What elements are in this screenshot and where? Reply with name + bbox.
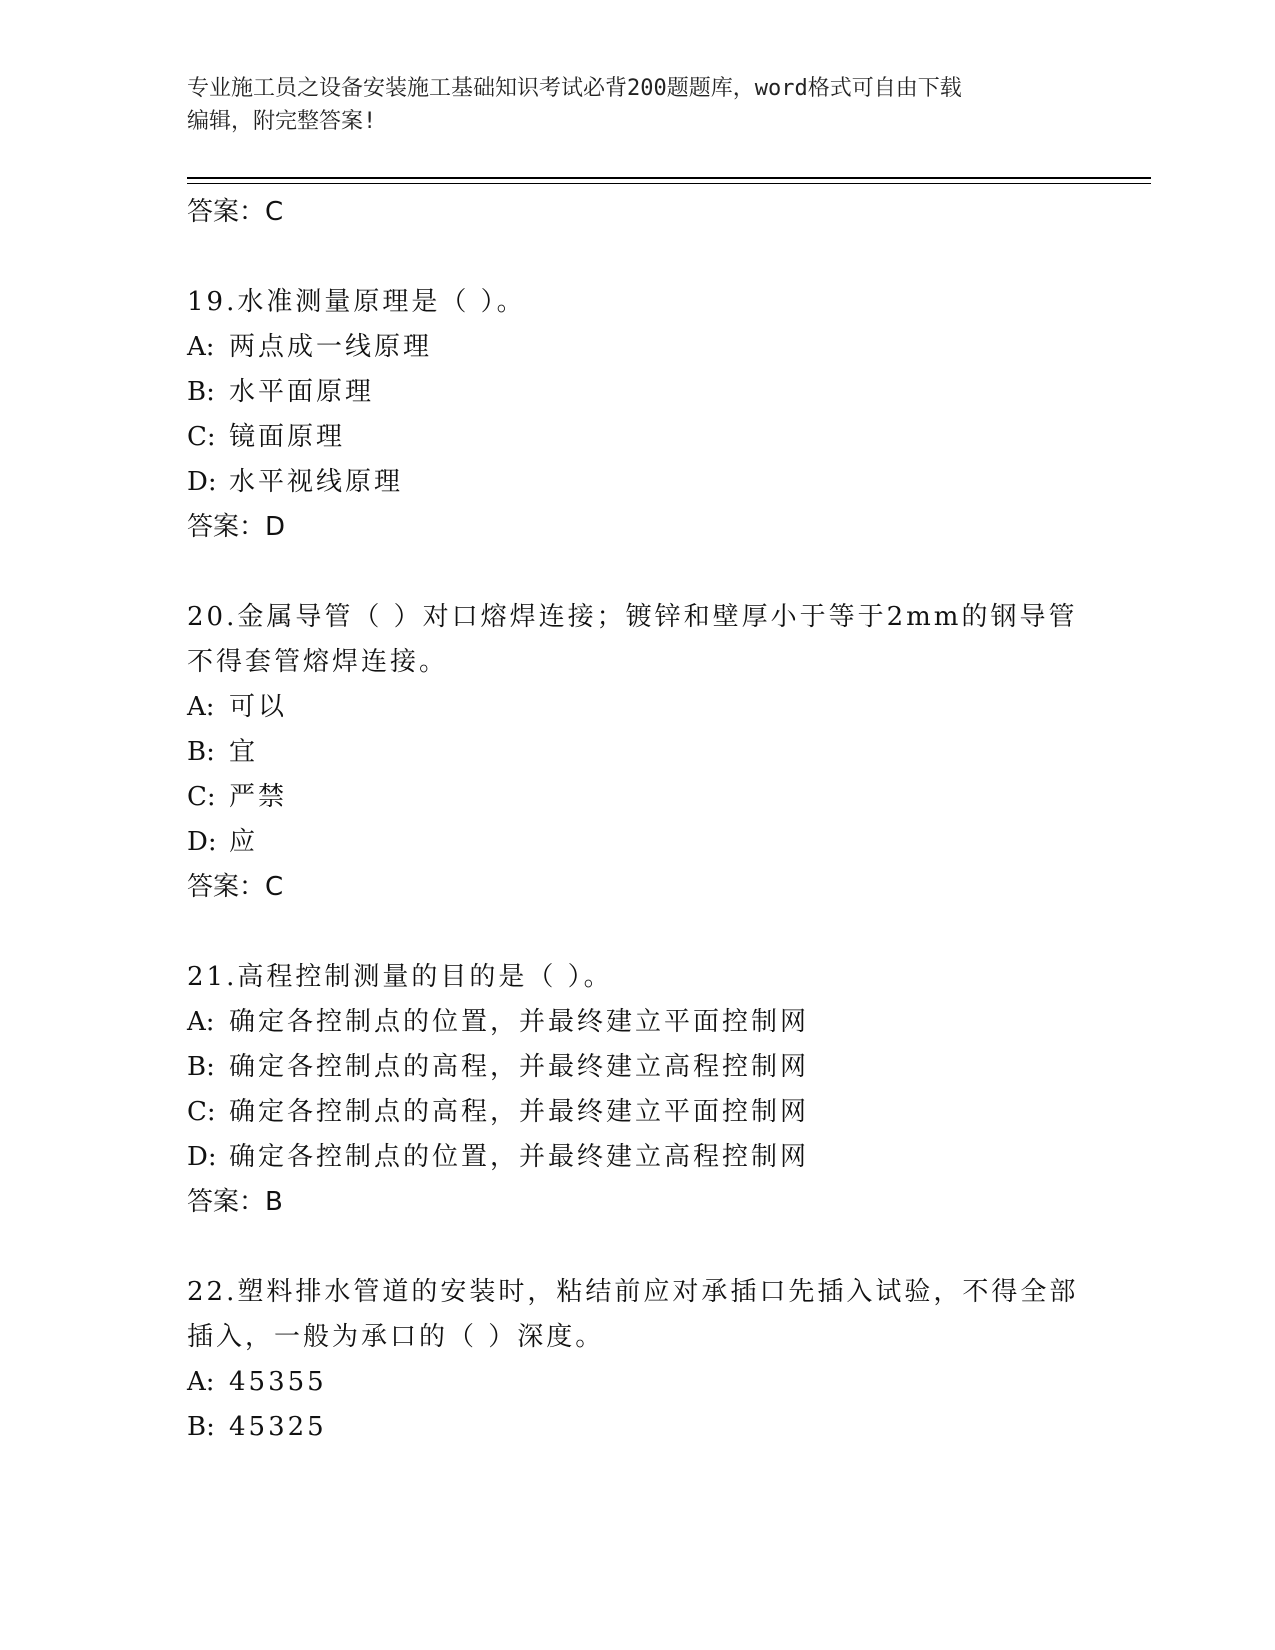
option-text: 水平视线原理 [229, 467, 404, 497]
option-letter: A: [187, 332, 215, 362]
question-stem-line: 19.水准测量原理是（ ）。 [187, 287, 526, 317]
question-stem-line: 21.高程控制测量的目的是（ ）。 [187, 962, 613, 992]
answer-line: 答案：C [187, 197, 284, 227]
answer-line: 答案：D [187, 512, 286, 542]
question-block [187, 595, 1087, 910]
question-block [187, 280, 1087, 550]
option-letter: C: [187, 782, 216, 812]
answer-option [187, 325, 1087, 370]
option-letter: D: [187, 467, 217, 497]
answer-option [187, 1135, 1087, 1180]
option-letter: B: [187, 1052, 215, 1082]
question-stem-line: 20.金属导管（ ）对口熔焊连接；镀锌和壁厚小于等于2mm的钢导管 [187, 602, 1078, 632]
option-text: 45355 [229, 1367, 327, 1397]
option-letter: D: [187, 827, 217, 857]
answer-option [187, 1405, 1087, 1450]
question-stem-line: 22.塑料排水管道的安装时，粘结前应对承插口先插入试验，不得全部 [187, 1277, 1079, 1307]
header-line-1: 专业施工员之设备安装施工基础知识考试必背200题题库，word格式可自由下载 [187, 76, 962, 101]
question-stem-line: 插入，一般为承口的（ ）深度。 [187, 1322, 605, 1352]
option-letter: A: [187, 692, 215, 722]
answer-option [187, 415, 1087, 460]
option-text: 镜面原理 [229, 422, 346, 452]
option-letter: C: [187, 1097, 216, 1127]
answer-option [187, 1360, 1087, 1405]
question-block [187, 955, 1087, 1225]
option-letter: B: [187, 737, 215, 767]
answer-line: 答案：B [187, 1187, 283, 1217]
answer-option [187, 1090, 1087, 1135]
answer-option [187, 370, 1087, 415]
option-text: 确定各控制点的位置，并最终建立高程控制网 [229, 1142, 810, 1172]
option-text: 宜 [229, 737, 259, 767]
answer-option [187, 460, 1087, 505]
option-text: 严禁 [229, 782, 288, 812]
option-text: 水平面原理 [229, 377, 375, 407]
answer-option [187, 820, 1087, 865]
option-letter: D: [187, 1142, 217, 1172]
option-text: 可以 [229, 692, 288, 722]
option-letter: A: [187, 1007, 215, 1037]
answer-line: 答案：C [187, 872, 284, 902]
option-letter: B: [187, 1412, 215, 1442]
option-letter: B: [187, 377, 215, 407]
option-text: 确定各控制点的高程，并最终建立平面控制网 [229, 1097, 810, 1127]
option-text: 确定各控制点的高程，并最终建立高程控制网 [229, 1052, 810, 1082]
question-list [187, 190, 1087, 1450]
option-text: 两点成一线原理 [229, 332, 433, 362]
answer-option [187, 1000, 1087, 1045]
option-text: 确定各控制点的位置，并最终建立平面控制网 [229, 1007, 810, 1037]
answer-option [187, 730, 1087, 775]
answer-option [187, 685, 1087, 730]
document-header [187, 72, 1087, 138]
option-letter: C: [187, 422, 216, 452]
answer-option [187, 775, 1087, 820]
answer-option [187, 1045, 1087, 1090]
question-block [187, 1270, 1087, 1450]
option-text: 45325 [229, 1412, 327, 1442]
header-line-2: 编辑，附完整答案! [187, 109, 377, 134]
question-stem-line: 不得套管熔焊连接。 [187, 647, 449, 677]
header-rule-thin [187, 183, 1151, 184]
option-letter: A: [187, 1367, 215, 1397]
header-rule-thick [187, 177, 1151, 179]
option-text: 应 [229, 827, 259, 857]
